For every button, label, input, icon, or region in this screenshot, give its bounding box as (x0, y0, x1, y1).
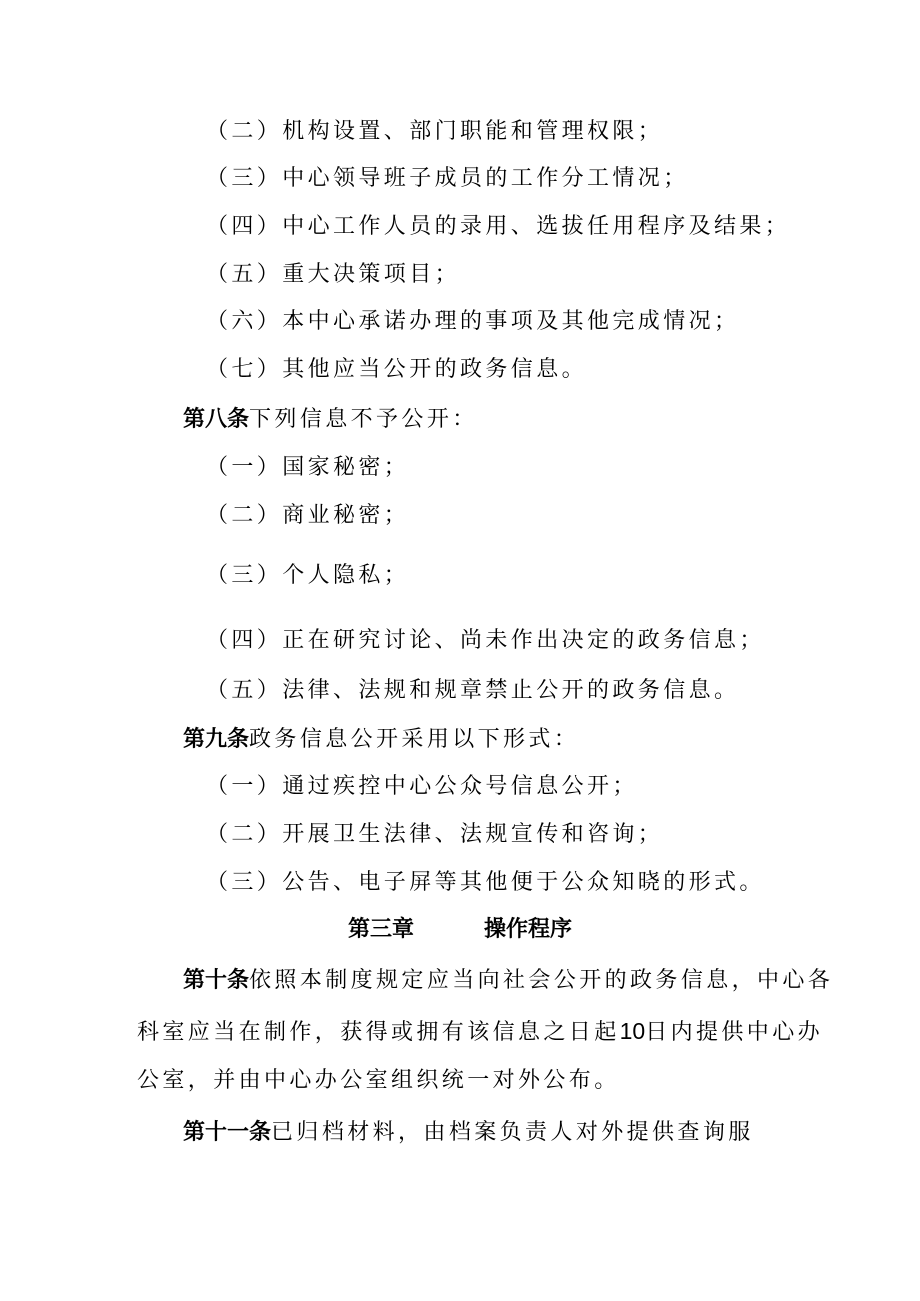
article-text: 科室应当在制作，获得或拥有该信息之日起 (137, 1020, 620, 1045)
article-text: 日内提供中心办 (645, 1020, 824, 1045)
article-label: 第九条 (183, 726, 250, 751)
article-10-line-2 (137, 1016, 823, 1048)
article-9 (183, 724, 579, 755)
list-item: （七）其他应当公开的政务信息。 (206, 357, 588, 382)
list-item: （三）中心领导班子成员的工作分工情况； (206, 166, 689, 191)
chapter-number: 第三章 (348, 917, 415, 942)
list-item: （三）个人隐私； (206, 563, 410, 588)
list-item: （五）重大决策项目； (206, 262, 461, 287)
list-item: （二）机构设置、部门职能和管理权限； (206, 119, 664, 144)
list-item: （三）公告、电子屏等其他便于公众知晓的形式。 (206, 870, 765, 895)
article-8 (183, 404, 478, 435)
article-10-line-3: 公室，并由中心办公室组织统一对外公布。 (137, 1068, 620, 1093)
article-text: 下列信息不予公开： (249, 407, 478, 432)
list-item: （五）法律、法规和规章禁止公开的政务信息。 (206, 678, 740, 703)
list-item: （六）本中心承诺办理的事项及其他完成情况； (206, 309, 740, 334)
list-item: （四）中心工作人员的录用、选拔任用程序及结果； (206, 214, 791, 239)
article-label: 第十条 (183, 967, 250, 992)
article-11 (183, 1117, 754, 1148)
article-text: 依照本制度规定应当向社会公开的政务信息，中心各 (249, 968, 834, 993)
list-item: （一）国家秘密； (206, 455, 410, 480)
article-label: 第八条 (183, 406, 250, 431)
list-item: （一）通过疾控中心公众号信息公开； (206, 774, 638, 799)
article-label: 第十一条 (183, 1119, 272, 1144)
list-item: （二）商业秘密； (206, 503, 410, 528)
day-count: 10 (619, 1018, 646, 1044)
chapter-title: 操作程序 (484, 917, 573, 942)
list-item: （四）正在研究讨论、尚未作出决定的政务信息； (206, 628, 765, 653)
article-text: 政务信息公开采用以下形式： (249, 727, 580, 752)
article-text: 已归档材料，由档案负责人对外提供查询服 (271, 1120, 754, 1145)
article-10-line-1 (183, 965, 833, 996)
list-item: （二）开展卫生法律、法规宣传和咨询； (206, 822, 664, 847)
